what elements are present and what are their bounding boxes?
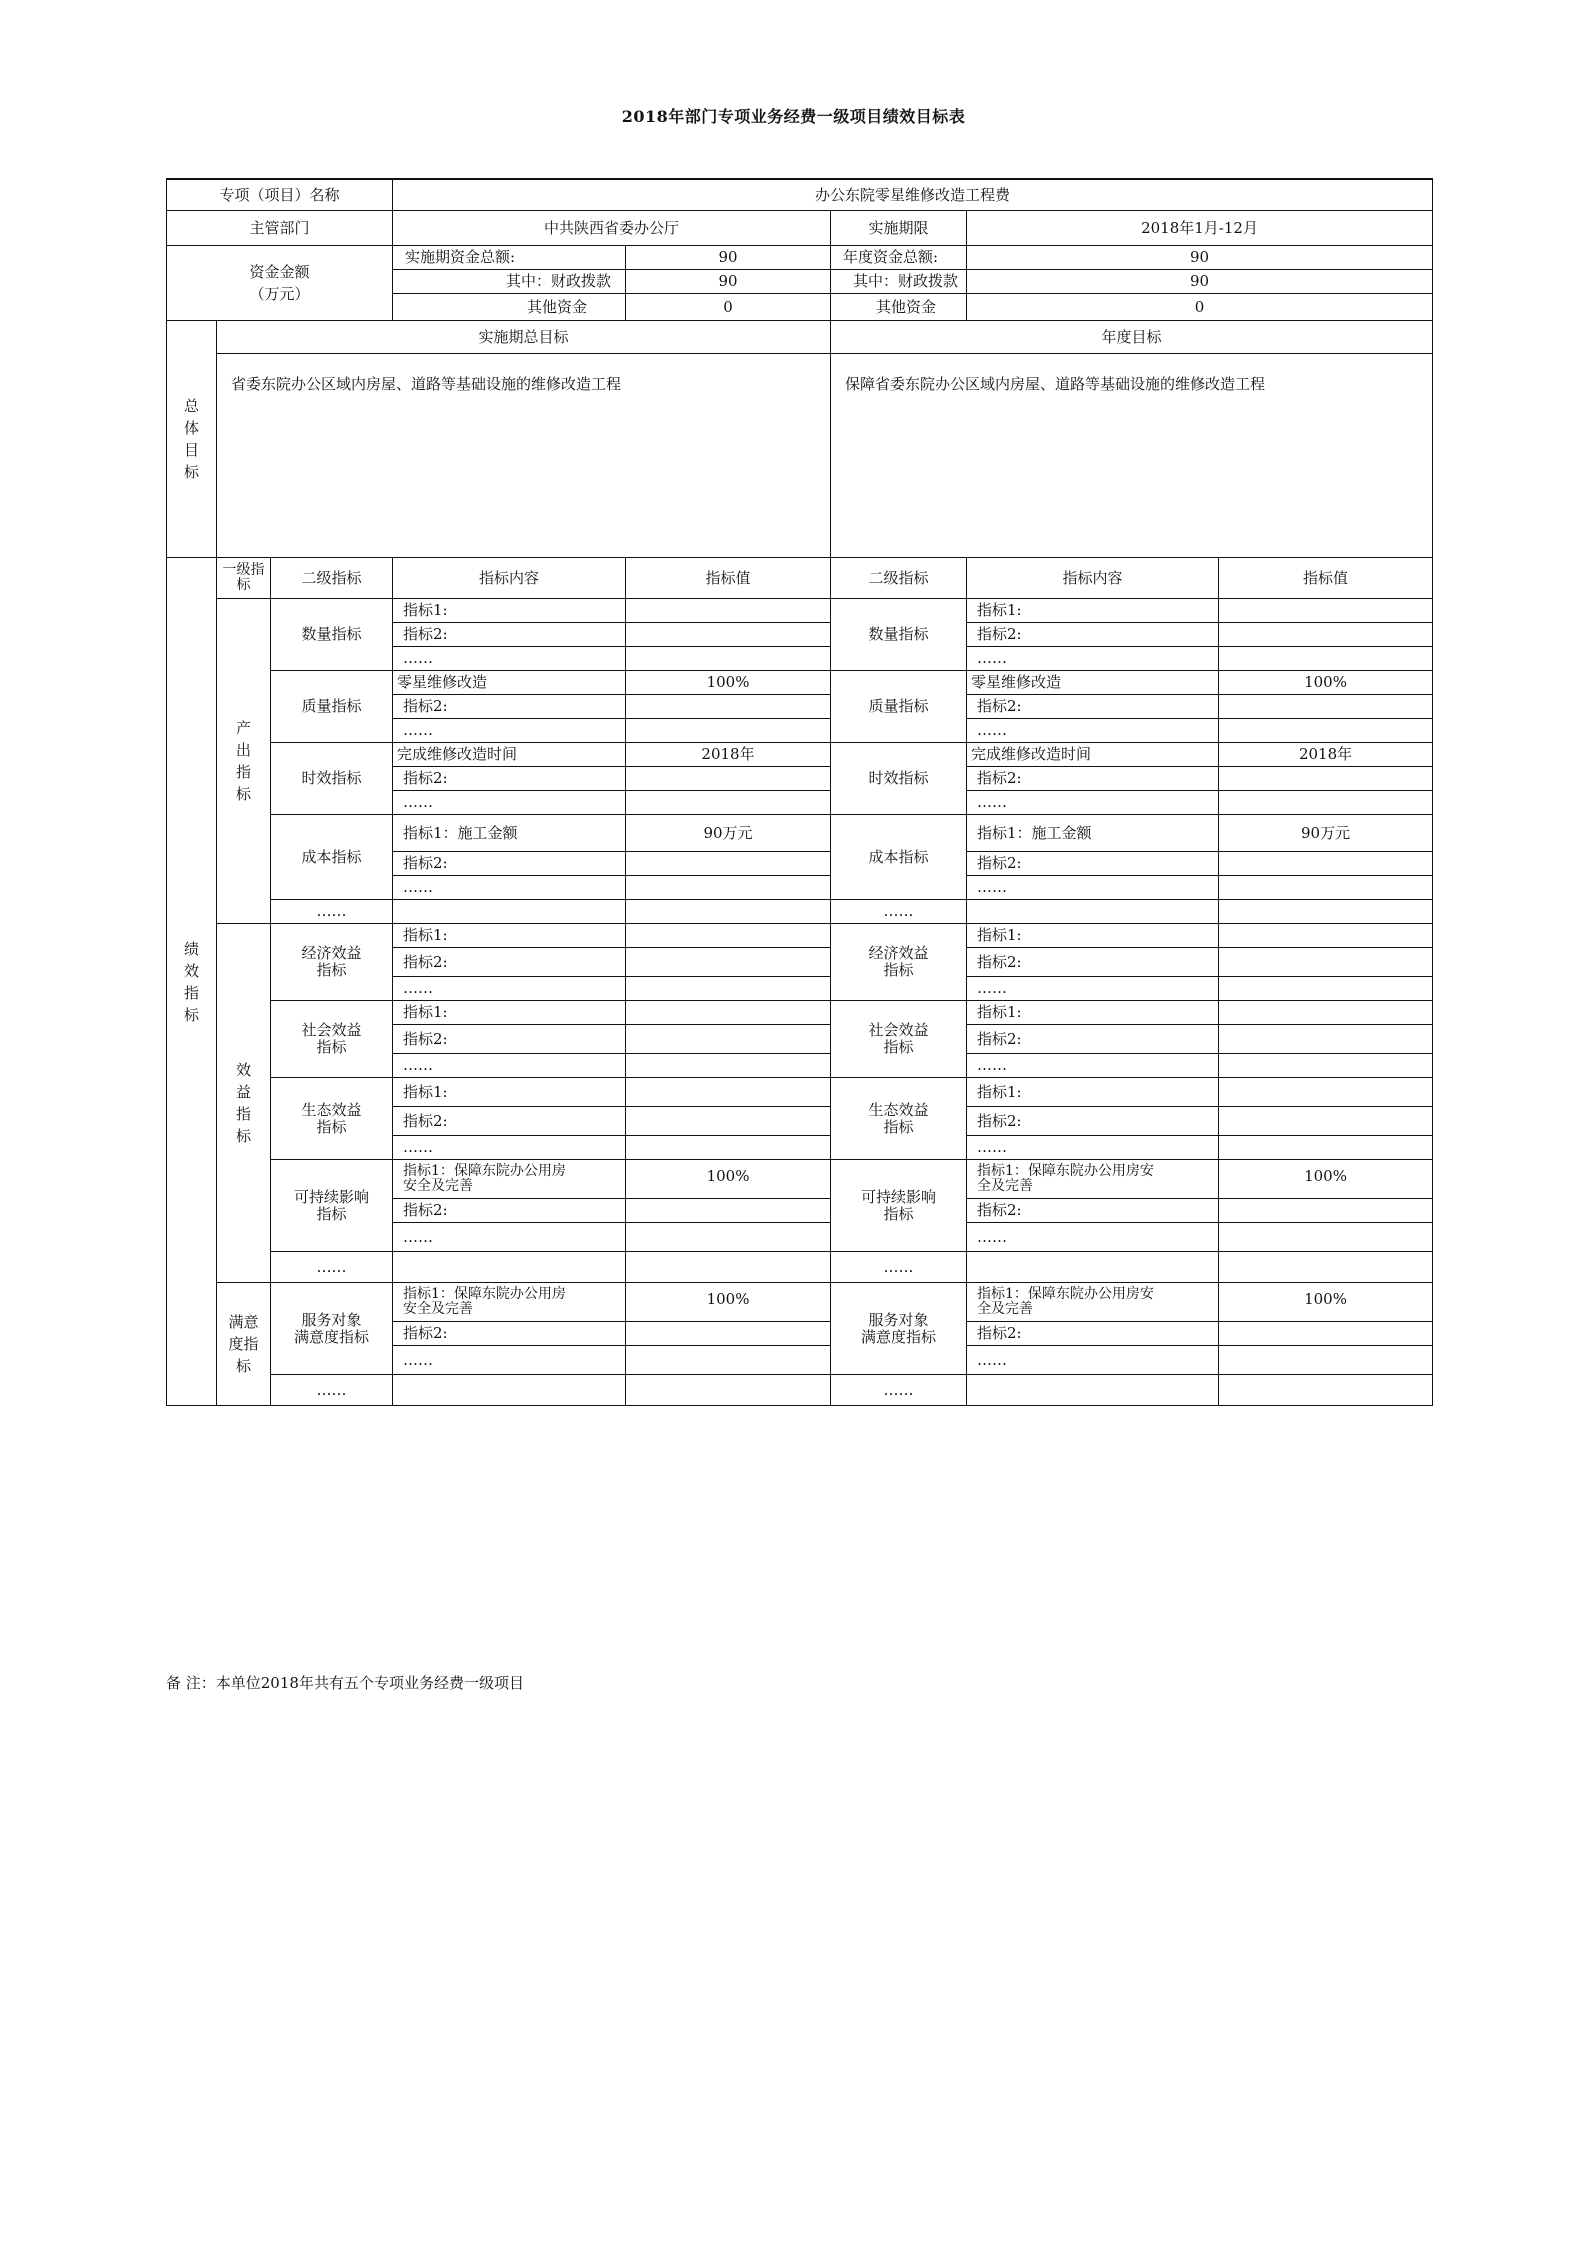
time-value-right: 2018年 [1219,743,1433,767]
indicator-value [626,1199,831,1223]
indicator-value-right [1219,1078,1433,1107]
indicator-value [626,1375,831,1406]
timeliness-indicator-right: 时效指标 [831,743,967,815]
sustainable-content-right: 指标1：保障东院办公用房安 全及完善 [967,1160,1219,1199]
indicator-content: …… [393,977,626,1001]
indicator-value [626,948,831,977]
indicator-content: 指标2: [393,1107,626,1136]
annual-goal-header: 年度目标 [831,321,1433,354]
impl-goal-text: 省委东院办公区域内房屋、道路等基础设施的维修改造工程 [217,354,831,558]
indicator-value-right [1219,924,1433,948]
indicator-content: …… [393,1346,626,1375]
cost-value: 90万元 [626,815,831,852]
indicator-content [393,1252,626,1283]
indicator-content-right: …… [967,876,1219,900]
annual-total-label: 年度资金总额: [831,246,967,270]
indicator-content-right: …… [967,1346,1219,1375]
indicator-value-right [1219,1199,1433,1223]
indicator-content: …… [393,1054,626,1078]
impl-goal-header: 实施期总目标 [217,321,831,354]
indicator-content-right: 指标2: [967,852,1219,876]
indicator-content-right: …… [967,647,1219,671]
col-content-header-right: 指标内容 [967,558,1219,599]
indicator-content: …… [393,1223,626,1252]
indicator-value-right [1219,1252,1433,1283]
cost-value-right: 90万元 [1219,815,1433,852]
indicator-value [626,876,831,900]
indicator-content: 指标2: [393,1322,626,1346]
indicator-content-right: 指标2: [967,1025,1219,1054]
cost-content-right: 指标1：施工金额 [967,815,1219,852]
col-value-header-right: 指标值 [1219,558,1433,599]
indicator-value [626,1136,831,1160]
indicator-content [393,900,626,924]
level2-ellipsis: …… [271,1252,393,1283]
satisfaction-indicator-label: 满意 度指 标 [217,1283,271,1406]
indicator-value-right [1219,1375,1433,1406]
indicator-content-right: 指标2: [967,1107,1219,1136]
cost-content: 指标1：施工金额 [393,815,626,852]
indicator-value-right [1219,1346,1433,1375]
impl-other: 0 [626,294,831,321]
indicator-value [626,1078,831,1107]
indicator-content: …… [393,791,626,815]
benefit-indicator-label: 效 益 指 标 [217,924,271,1283]
indicator-content: 指标2: [393,767,626,791]
indicator-content-right: …… [967,1054,1219,1078]
indicator-content-right: 指标1: [967,599,1219,623]
col-level1-header: 一级指标 [217,558,271,599]
quantity-indicator: 数量指标 [271,599,393,671]
quality-value: 100% [626,671,831,695]
period-label: 实施期限 [831,211,967,246]
indicator-content: 指标2: [393,1199,626,1223]
indicator-value [626,852,831,876]
indicator-value-right [1219,876,1433,900]
annual-other-label: 其他资金 [831,294,967,321]
annual-fiscal: 90 [967,270,1433,294]
service-value: 100% [626,1283,831,1322]
sustainable-indicator-right: 可持续影响 指标 [831,1160,967,1252]
indicator-value-right [1219,948,1433,977]
indicator-content-right: …… [967,1223,1219,1252]
indicator-value [626,1252,831,1283]
indicator-content: …… [393,1136,626,1160]
sustainable-content: 指标1：保障东院办公用房 安全及完善 [393,1160,626,1199]
indicator-value-right [1219,1025,1433,1054]
service-content: 指标1：保障东院办公用房 安全及完善 [393,1283,626,1322]
indicator-content-right [967,900,1219,924]
dept-name: 中共陕西省委办公厅 [393,211,831,246]
indicator-value [626,767,831,791]
document-title: 2018年部门专项业务经费一级项目绩效目标表 [621,107,966,126]
indicator-value [626,924,831,948]
indicator-content-right [967,1375,1219,1406]
time-content-right: 完成维修改造时间 [967,743,1219,767]
indicator-content: 指标2: [393,852,626,876]
quality-value-right: 100% [1219,671,1433,695]
project-label: 专项（项目）名称 [167,179,393,211]
indicator-value-right [1219,1054,1433,1078]
indicator-content: 指标2: [393,948,626,977]
indicator-value [626,695,831,719]
project-name: 办公东院零星维修改造工程费 [393,179,1433,211]
cost-indicator-right: 成本指标 [831,815,967,900]
indicator-value [626,1346,831,1375]
indicator-content-right: 指标2: [967,1199,1219,1223]
service-satisfaction-indicator: 服务对象 满意度指标 [271,1283,393,1375]
service-content-right: 指标1：保障东院办公用房安 全及完善 [967,1283,1219,1322]
indicator-content: …… [393,719,626,743]
performance-target-table [166,178,1433,1406]
service-value-right: 100% [1219,1283,1433,1322]
indicator-content-right: 指标2: [967,767,1219,791]
footnote: 备 注：本单位2018年共有五个专项业务经费一级项目 [166,1674,524,1692]
time-content: 完成维修改造时间 [393,743,626,767]
impl-other-label: 其他资金 [393,294,626,321]
indicator-value [626,1054,831,1078]
indicator-value-right [1219,623,1433,647]
overall-goal-label: 总 体 目 标 [167,321,217,558]
time-value: 2018年 [626,743,831,767]
indicator-content: 指标1: [393,599,626,623]
quality-content-right: 零星维修改造 [967,671,1219,695]
indicator-value-right [1219,647,1433,671]
indicator-value-right [1219,852,1433,876]
indicator-content-right: …… [967,791,1219,815]
indicator-value-right [1219,791,1433,815]
indicator-value-right [1219,1223,1433,1252]
indicator-content-right: 指标1: [967,1001,1219,1025]
level2-ellipsis-right: …… [831,1252,967,1283]
indicator-value-right [1219,767,1433,791]
ecological-indicator-right: 生态效益 指标 [831,1078,967,1160]
performance-indicator-label: 绩 效 指 标 [167,558,217,1406]
indicator-value [626,1322,831,1346]
level2-ellipsis-right: …… [831,900,967,924]
indicator-content-right: 指标2: [967,1322,1219,1346]
indicator-content: 指标1: [393,1001,626,1025]
indicator-value-right [1219,599,1433,623]
indicator-value-right [1219,719,1433,743]
dept-label: 主管部门 [167,211,393,246]
service-satisfaction-indicator-right: 服务对象 满意度指标 [831,1283,967,1375]
indicator-value-right [1219,695,1433,719]
annual-goal-text: 保障省委东院办公区域内房屋、道路等基础设施的维修改造工程 [831,354,1433,558]
indicator-content-right: 指标2: [967,623,1219,647]
cost-indicator: 成本指标 [271,815,393,900]
impl-total-label: 实施期资金总额: [393,246,626,270]
indicator-content: …… [393,876,626,900]
indicator-content: 指标2: [393,623,626,647]
ecological-indicator: 生态效益 指标 [271,1078,393,1160]
indicator-value [626,1025,831,1054]
indicator-value [626,647,831,671]
level2-ellipsis: …… [271,1375,393,1406]
annual-total: 90 [967,246,1433,270]
indicator-content-right: 指标2: [967,948,1219,977]
indicator-content: 指标2: [393,695,626,719]
col-level2-header: 二级指标 [271,558,393,599]
indicator-content-right: …… [967,1136,1219,1160]
social-indicator: 社会效益 指标 [271,1001,393,1078]
indicator-value [626,791,831,815]
indicator-value [626,900,831,924]
indicator-content-right: 指标1: [967,924,1219,948]
indicator-value-right [1219,900,1433,924]
indicator-content: 指标1: [393,1078,626,1107]
col-level2-header-right: 二级指标 [831,558,967,599]
sustainable-value: 100% [626,1160,831,1199]
sustainable-value-right: 100% [1219,1160,1433,1199]
period-value: 2018年1月-12月 [967,211,1433,246]
indicator-value-right [1219,1001,1433,1025]
indicator-value [626,1107,831,1136]
timeliness-indicator: 时效指标 [271,743,393,815]
indicator-content: 指标1: [393,924,626,948]
social-indicator-right: 社会效益 指标 [831,1001,967,1078]
impl-fiscal: 90 [626,270,831,294]
indicator-value [626,1001,831,1025]
indicator-content-right: 指标2: [967,695,1219,719]
level2-ellipsis: …… [271,900,393,924]
indicator-value-right [1219,1136,1433,1160]
indicator-content-right: …… [967,719,1219,743]
annual-fiscal-label: 其中：财政拨款 [831,270,967,294]
quality-content: 零星维修改造 [393,671,626,695]
annual-other: 0 [967,294,1433,321]
indicator-value-right [1219,1107,1433,1136]
indicator-value [626,719,831,743]
sustainable-indicator: 可持续影响 指标 [271,1160,393,1252]
indicator-value [626,599,831,623]
indicator-value [626,623,831,647]
economic-indicator: 经济效益 指标 [271,924,393,1001]
indicator-content-right [967,1252,1219,1283]
indicator-content: 指标2: [393,1025,626,1054]
col-content-header: 指标内容 [393,558,626,599]
indicator-value [626,977,831,1001]
impl-total: 90 [626,246,831,270]
col-value-header: 指标值 [626,558,831,599]
quantity-indicator-right: 数量指标 [831,599,967,671]
indicator-value-right [1219,1322,1433,1346]
impl-fiscal-label: 其中：财政拨款 [393,270,626,294]
economic-indicator-right: 经济效益 指标 [831,924,967,1001]
indicator-content [393,1375,626,1406]
indicator-content-right: 指标1: [967,1078,1219,1107]
funds-label: 资金金额 （万元） [167,246,393,321]
indicator-content-right: …… [967,977,1219,1001]
quality-indicator-right: 质量指标 [831,671,967,743]
quality-indicator: 质量指标 [271,671,393,743]
indicator-value [626,1223,831,1252]
output-indicator-label: 产 出 指 标 [217,599,271,924]
level2-ellipsis-right: …… [831,1375,967,1406]
indicator-content: …… [393,647,626,671]
indicator-value-right [1219,977,1433,1001]
